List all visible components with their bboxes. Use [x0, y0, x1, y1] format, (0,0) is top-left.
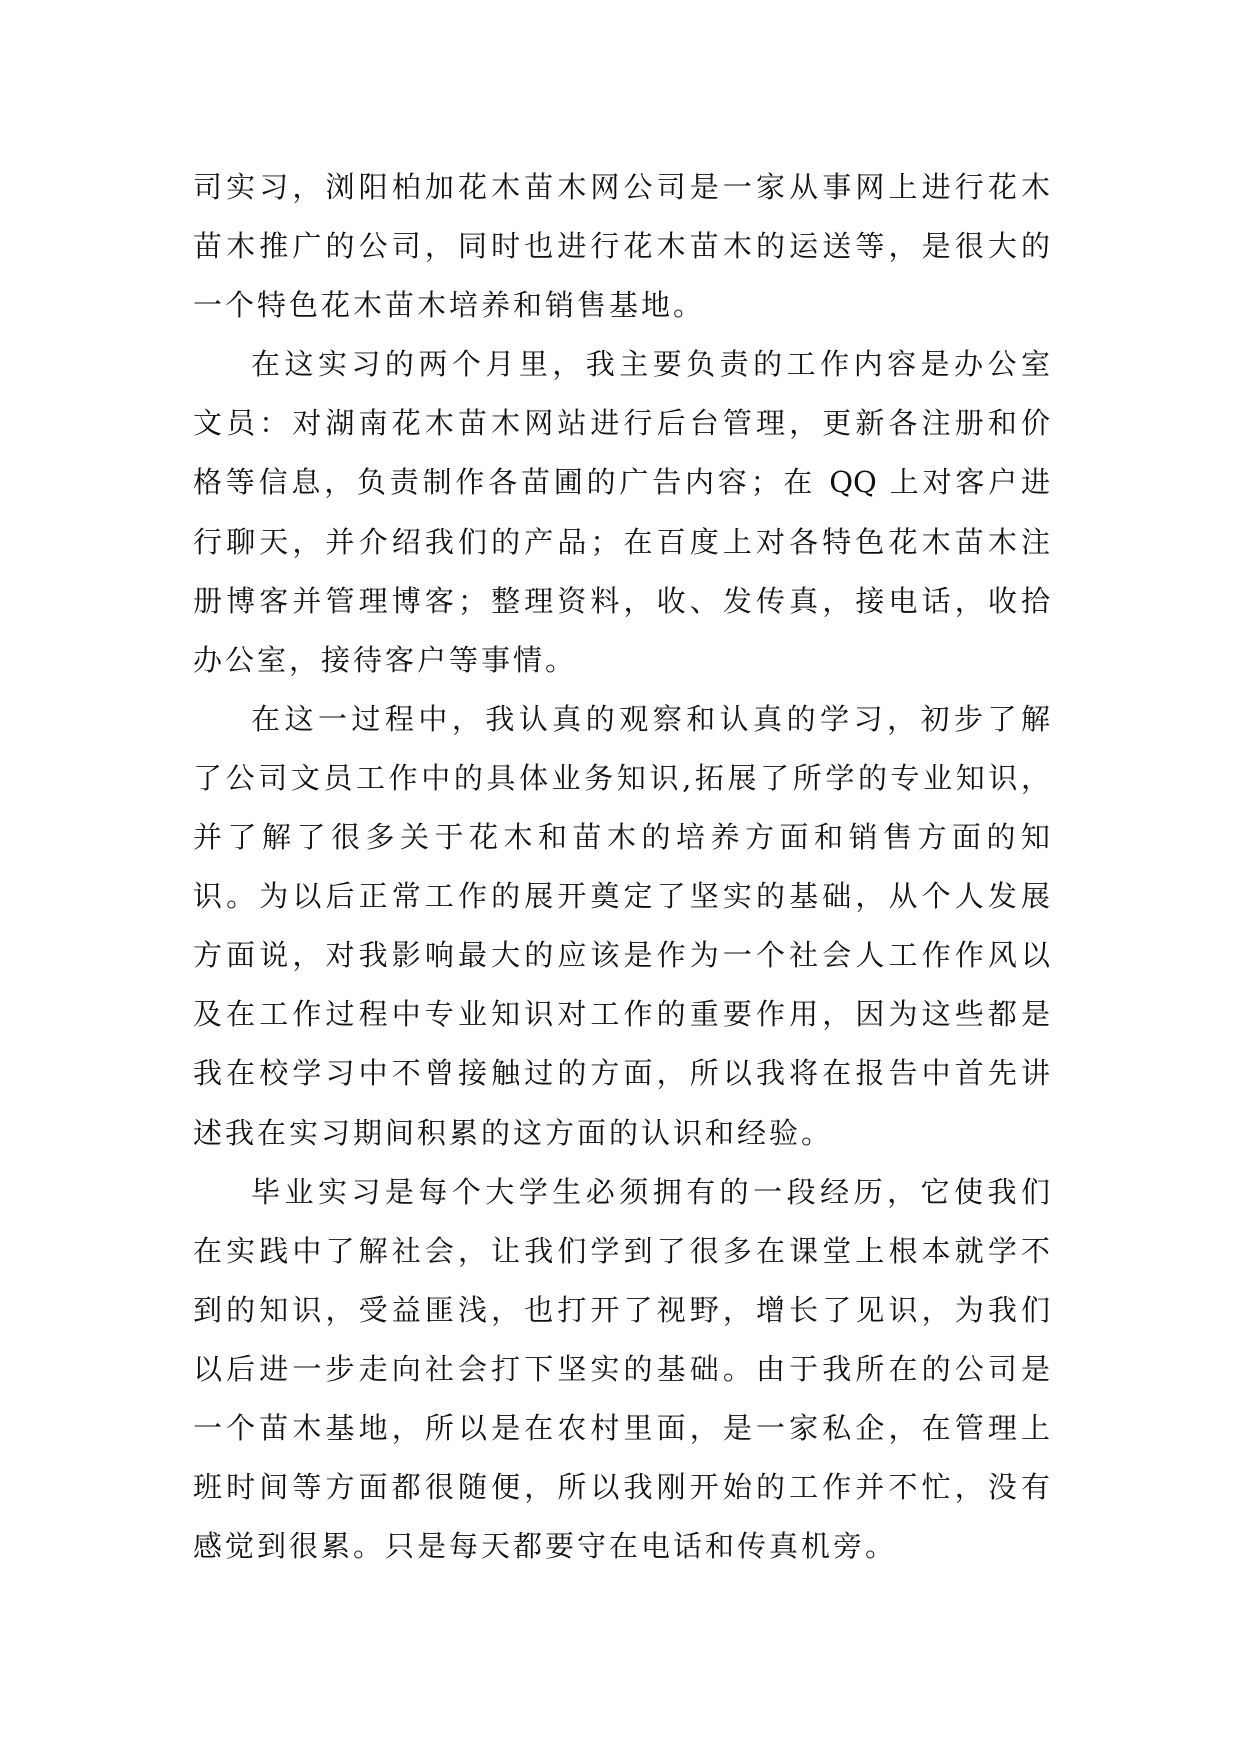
text-line: 了公司文员工作中的具体业务知识,拓展了所学的专业知识，	[193, 760, 1050, 795]
text-line: 方面说，对我影响最大的应该是作为一个社会人工作作风以	[193, 938, 1050, 973]
text-line: 毕业实习是每个大学生必须拥有的一段经历，它使我们	[251, 1174, 1050, 1209]
text-line: 在这实习的两个月里，我主要负责的工作内容是办公室	[251, 347, 1050, 382]
text-line: 司实习，浏阳柏加花木苗木网公司是一家从事网上进行花木	[193, 170, 1050, 204]
text-line: 班时间等方面都很随便，所以我刚开始的工作并不忙，没有	[193, 1470, 1050, 1505]
text-line: 在这一过程中，我认真的观察和认真的学习，初步了解	[251, 701, 1050, 736]
text-line: 识。为以后正常工作的展开奠定了坚实的基础，从个人发展	[193, 879, 1050, 914]
text-line: 文员：对湖南花木苗木网站进行后台管理，更新各注册和价	[193, 406, 1050, 441]
text-line: 苗木推广的公司，同时也进行花木苗木的运送等，是很大的	[193, 229, 1050, 264]
text-line: 格等信息，负责制作各苗圃的广告内容；在 QQ 上对客户进	[193, 465, 1050, 500]
text-line: 到的知识，受益匪浅，也打开了视野，增长了见识，为我们	[193, 1292, 1050, 1327]
text-line: 一个特色花木苗木培养和销售基地。	[193, 288, 706, 323]
text-line: 一个苗木基地，所以是在农村里面，是一家私企，在管理上	[193, 1410, 1050, 1445]
text-line: 感觉到很累。只是每天都要守在电话和传真机旁。	[193, 1529, 898, 1564]
text-line: 行聊天，并介绍我们的产品；在百度上对各特色花木苗木注	[193, 524, 1050, 559]
text-line: 我在校学习中不曾接触过的方面，所以我将在报告中首先讲	[193, 1056, 1050, 1091]
text-line: 述我在实习期间积累的这方面的认识和经验。	[193, 1115, 834, 1150]
text-line: 并了解了很多关于花木和苗木的培养方面和销售方面的知	[193, 820, 1050, 855]
body-text	[193, 158, 1050, 1576]
text-line: 及在工作过程中专业知识对工作的重要作用，因为这些都是	[193, 997, 1050, 1032]
text-line: 办公室，接待客户等事情。	[193, 642, 578, 677]
text-line: 以后进一步走向社会打下坚实的基础。由于我所在的公司是	[193, 1351, 1050, 1386]
text-line: 册博客并管理博客；整理资料，收、发传真，接电话，收拾	[193, 583, 1050, 618]
text-line: 在实践中了解社会，让我们学到了很多在课堂上根本就学不	[193, 1233, 1050, 1268]
